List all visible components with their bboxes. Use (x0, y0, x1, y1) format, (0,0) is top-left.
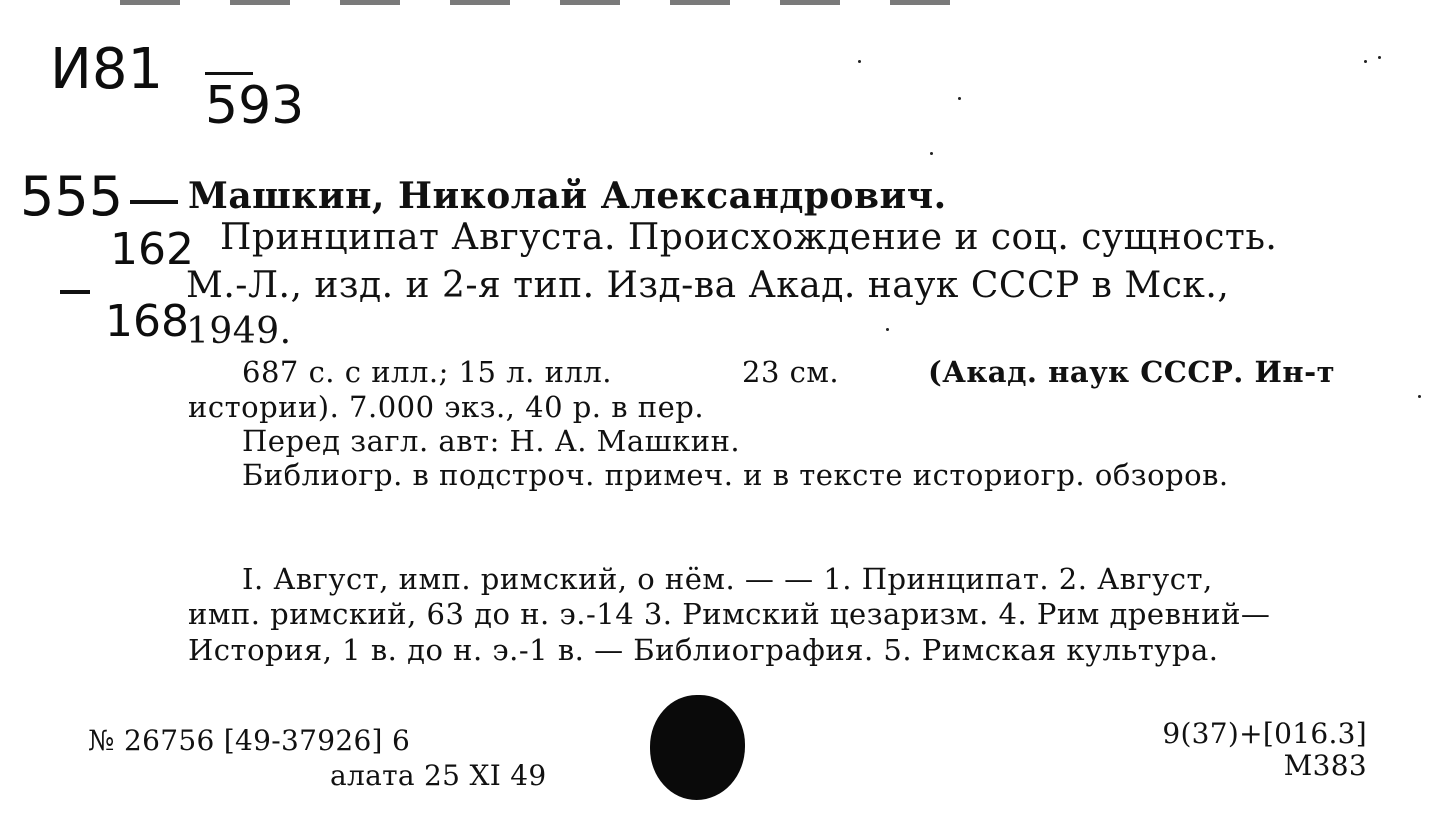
collation-size: 23 см. (742, 355, 840, 389)
series-note: (Акад. наук СССР. Ин-т (928, 355, 1336, 389)
handwritten-shelfmark: И81 (50, 37, 164, 102)
author-mark: М383 (1283, 749, 1367, 782)
speck (886, 328, 889, 331)
classification-code: 9(37)+[016.3] (1162, 717, 1367, 750)
title-line-3: 1949. (186, 311, 292, 352)
author-heading: Машкин, Николай Александрович. (188, 175, 947, 217)
bibliography-note: Библиогр. в подстроч. примеч. и в тексте историогр. обзоров. (242, 458, 1229, 492)
handwritten-dash-555 (130, 200, 178, 204)
speck (930, 152, 933, 155)
handwritten-fraction-line (205, 72, 253, 75)
author-note: Перед загл. авт: Н. А. Машкин. (242, 424, 741, 458)
handwritten-code-555: 555 (20, 165, 124, 228)
speck (1378, 56, 1381, 59)
title-line-1: Принципат Августа. Происхождение и соц. сущность. (220, 217, 1278, 258)
handwritten-dash-168 (60, 290, 90, 294)
speck (1418, 395, 1421, 398)
top-edge-marks (120, 0, 980, 5)
title-line-2: М.-Л., изд. и 2-я тип. Изд-ва Акад. наук СССР в Мск., (186, 265, 1230, 306)
speck (958, 97, 961, 100)
ink-blot (650, 695, 745, 800)
handwritten-fraction: 593 (205, 76, 305, 136)
card-number: № 26756 [49-37926] 6 (88, 724, 411, 757)
speck (858, 60, 861, 63)
handwritten-code-168: 168 (105, 296, 189, 347)
card-date: алата 25 XI 49 (330, 759, 547, 792)
subject-line-2: имп. римский, 63 до н. э.-14 3. Римский цезаризм. 4. Рим древний— (188, 597, 1271, 631)
subject-line-3: История, 1 в. до н. э.-1 в. — Библиография. 5. Римская культура. (188, 633, 1219, 667)
collation-pages: 687 с. с илл.; 15 л. илл. (242, 355, 612, 389)
speck (1364, 60, 1367, 63)
series-note-cont: истории). 7.000 экз., 40 р. в пер. (188, 390, 705, 424)
handwritten-code-162: 162 (110, 224, 194, 275)
subject-line-1: I. Август, имп. римский, о нём. — — 1. Принципат. 2. Август, (242, 562, 1213, 596)
